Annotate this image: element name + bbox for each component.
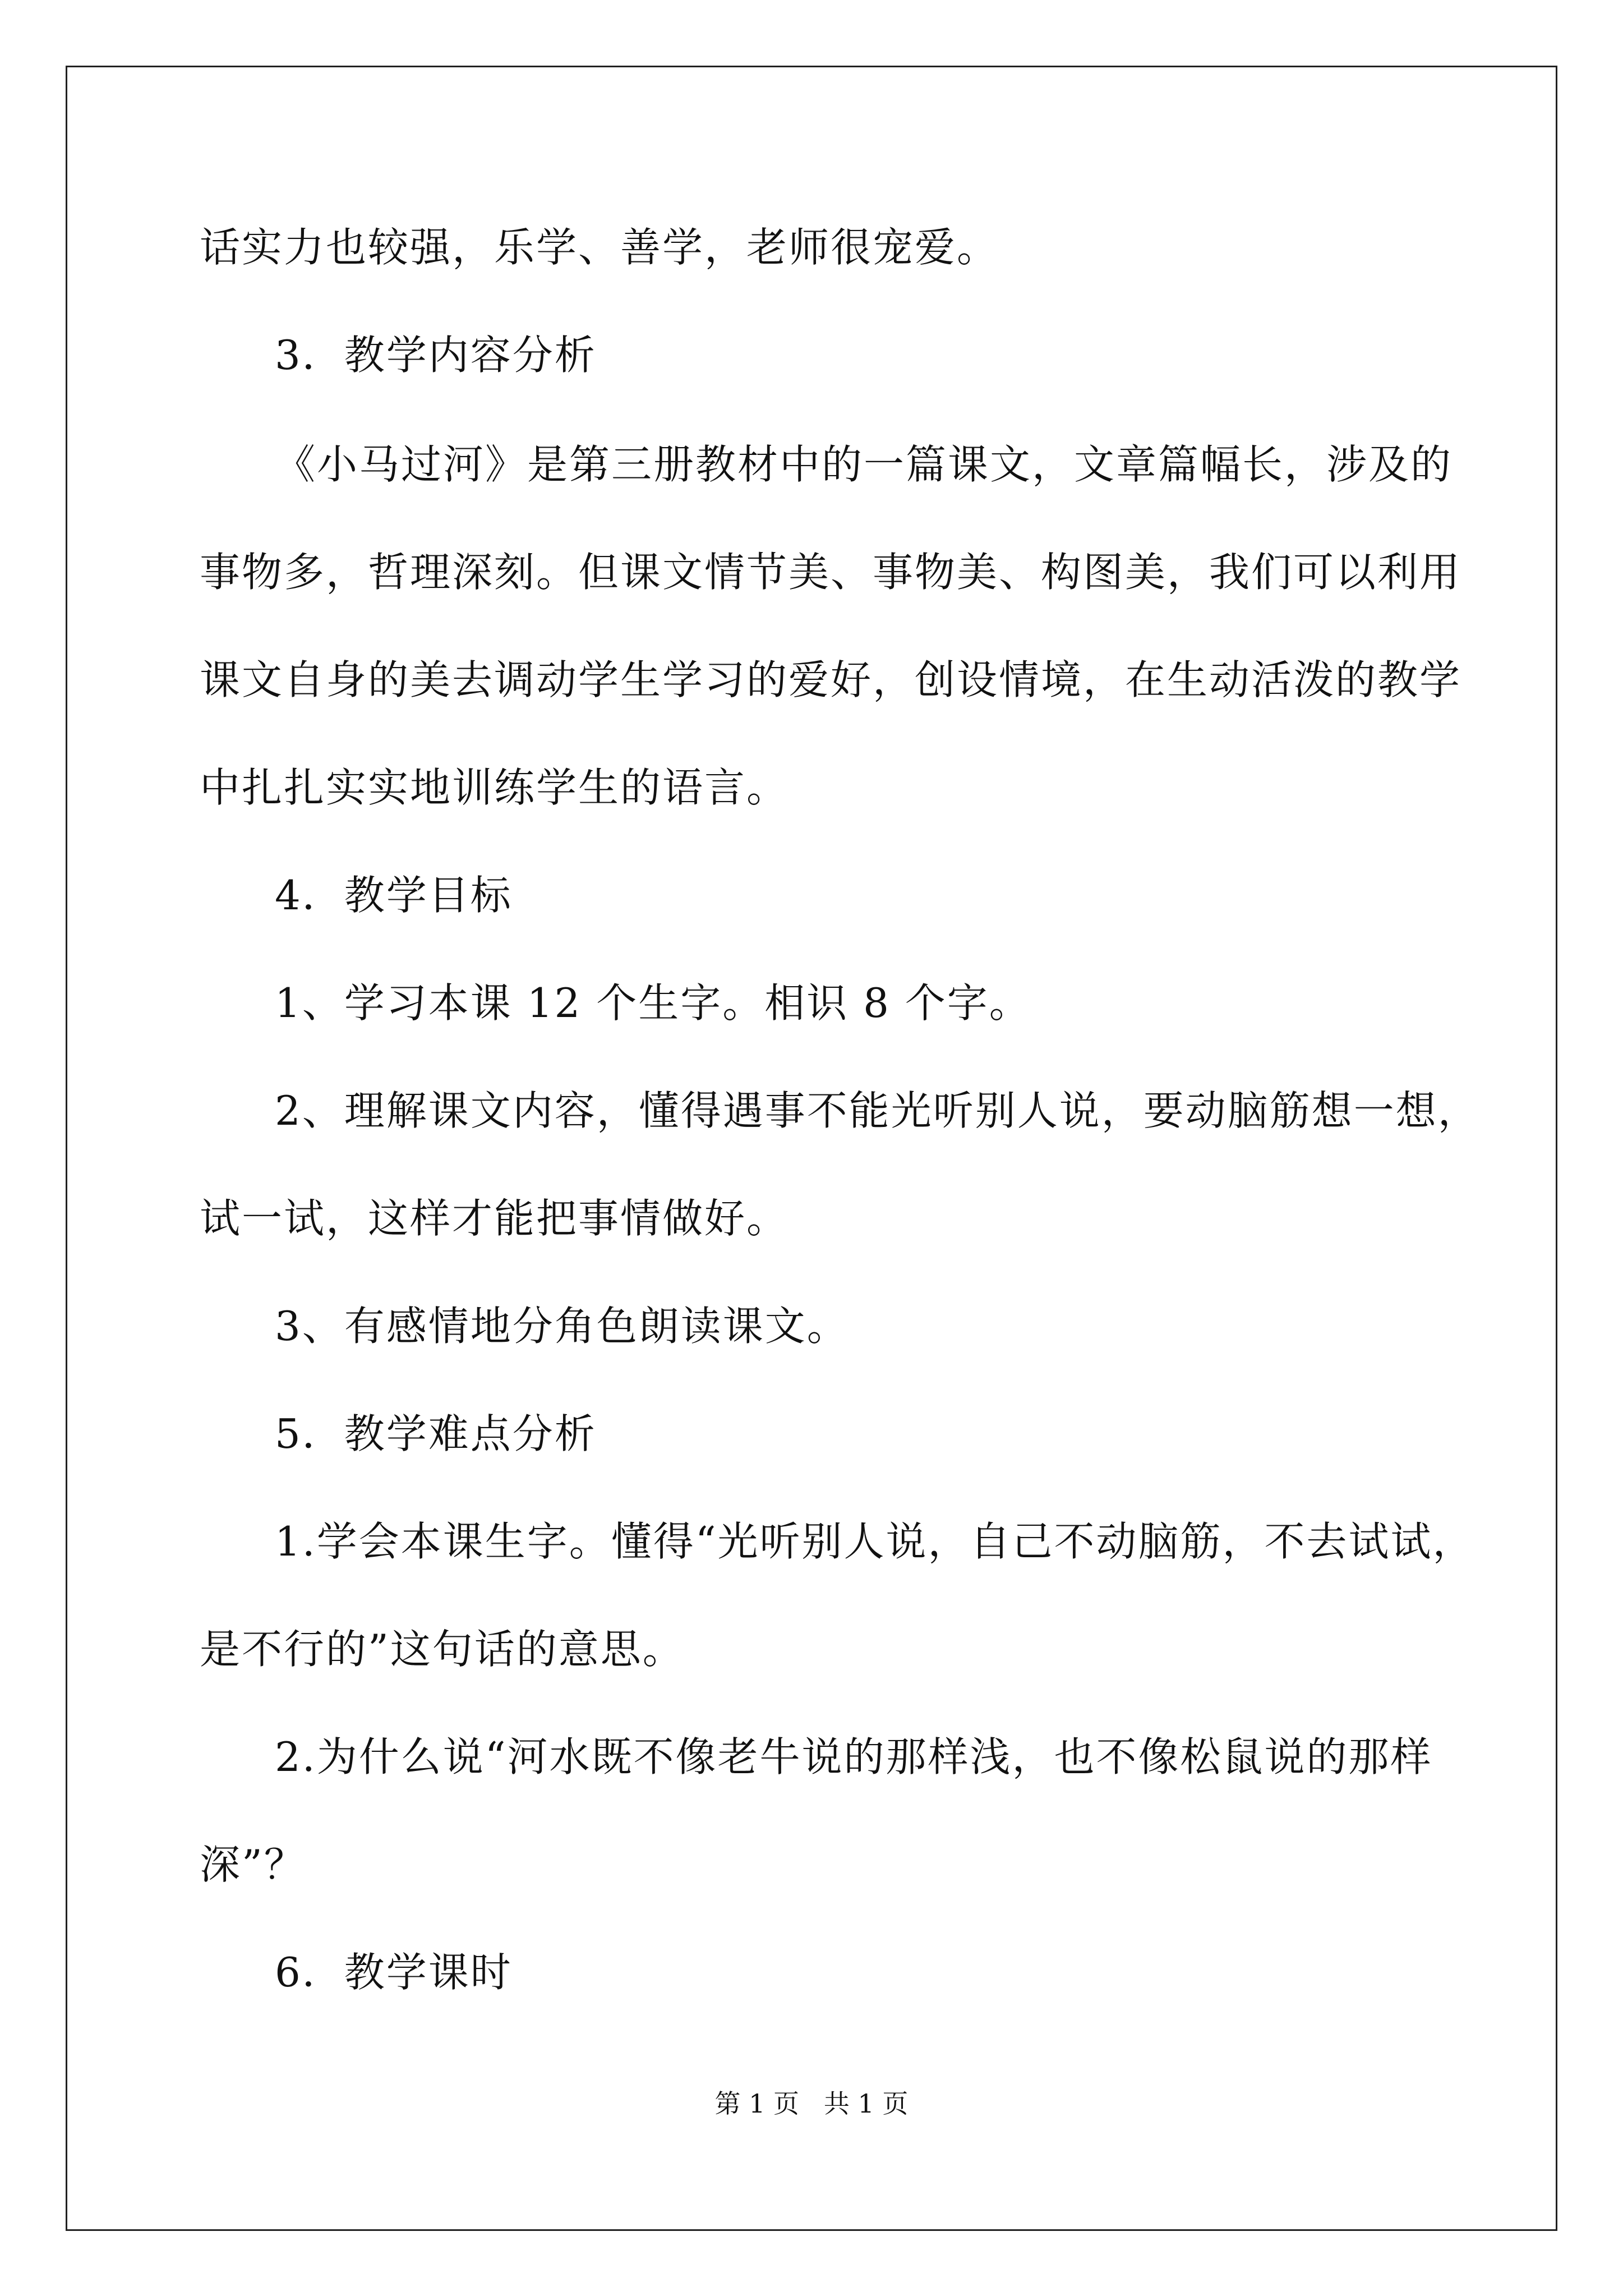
body-text-line: 试一试，这样才能把事情做好。 bbox=[200, 1195, 789, 1242]
list-item: 2、理解课文内容，懂得遇事不能光听别人说，要动脑筋想一想， bbox=[275, 1087, 1480, 1134]
body-text-line: 深”？ bbox=[200, 1841, 306, 1888]
body-text-line: 课文自身的美去调动学生学习的爱好，创设情境，在生动活泼的教学 bbox=[200, 656, 1462, 703]
body-text-line: 话实力也较强，乐学、善学，老师很宠爱。 bbox=[200, 224, 999, 271]
section-heading: 6．教学课时 bbox=[275, 1949, 513, 1996]
section-heading: 4．教学目标 bbox=[275, 872, 513, 919]
section-heading: 3．教学内容分析 bbox=[275, 332, 597, 379]
list-item: 1.学会本课生字。懂得“光听别人说，自己不动脑筋，不去试试， bbox=[275, 1518, 1475, 1565]
page-border bbox=[66, 66, 1557, 2231]
page-footer: 第 1 页 共 1 页 bbox=[714, 2088, 909, 2119]
section-heading: 5．教学难点分析 bbox=[275, 1410, 597, 1457]
list-item: 1、学习本课 12 个生字。相识 8 个字。 bbox=[275, 979, 1031, 1027]
list-item: 2.为什么说“河水既不像老牛说的那样浅，也不像松鼠说的那样 bbox=[275, 1733, 1433, 1780]
body-text-line: 中扎扎实实地训练学生的语言。 bbox=[200, 764, 789, 811]
body-text-line: 《小马过河》是第三册教材中的一篇课文，文章篇幅长，涉及的 bbox=[275, 441, 1453, 488]
list-item: 3、有感情地分角色朗读课文。 bbox=[275, 1303, 849, 1350]
body-text-line: 是不行的”这句话的意思。 bbox=[200, 1626, 685, 1673]
body-text-line: 事物多，哲理深刻。但课文情节美、事物美、构图美，我们可以利用 bbox=[200, 549, 1462, 596]
